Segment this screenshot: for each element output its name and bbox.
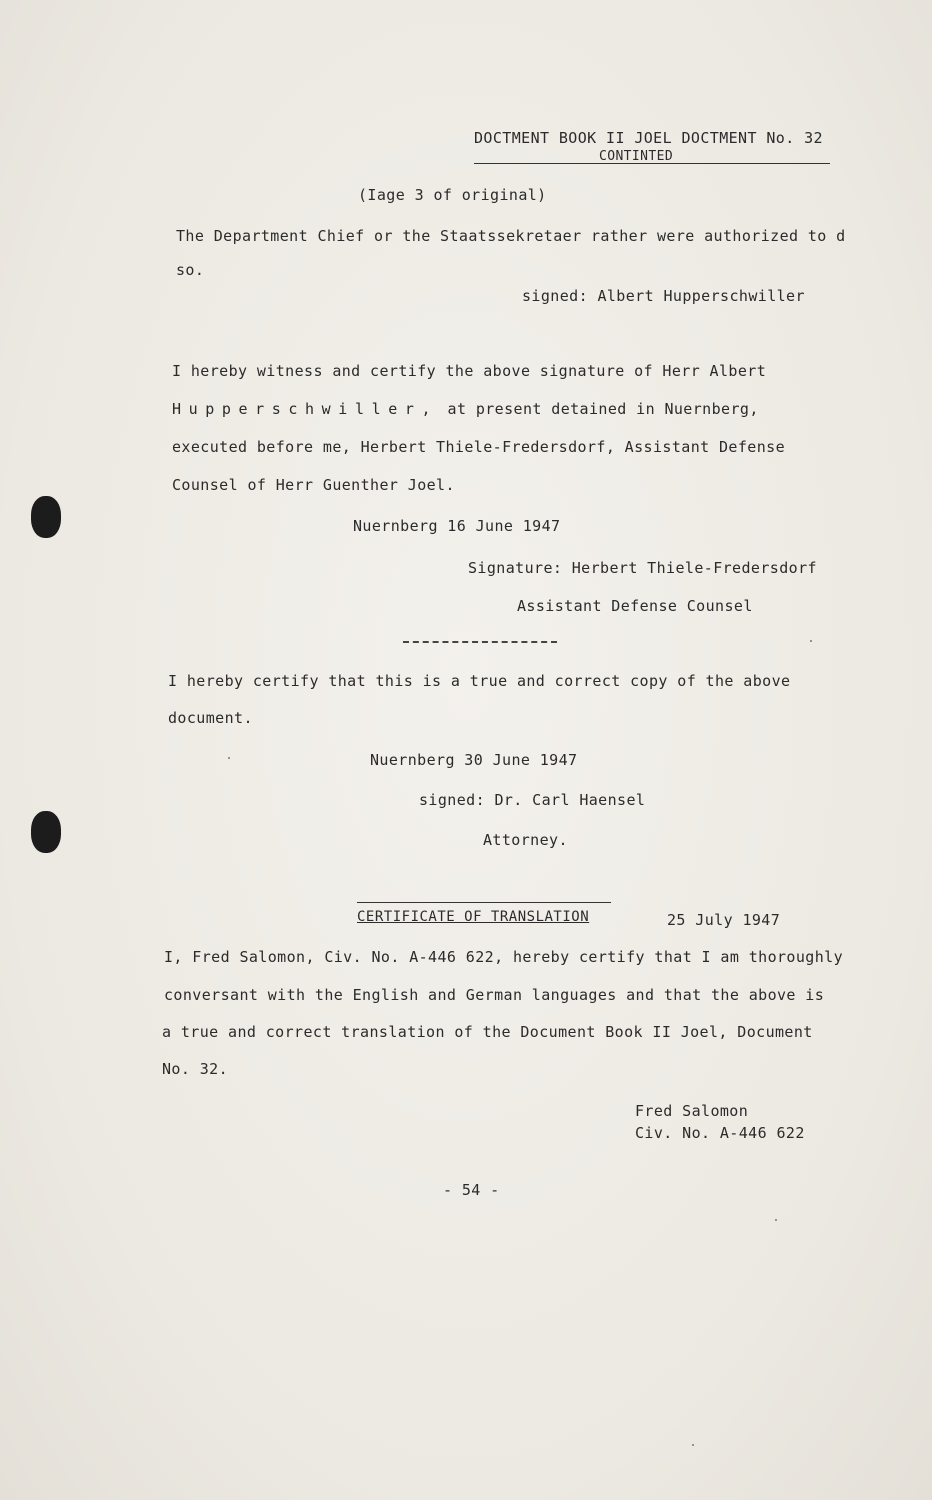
paper-speck [228, 757, 230, 759]
signed-haensel: signed: Dr. Carl Haensel [419, 791, 646, 809]
translator-civ-no: Civ. No. A-446 622 [635, 1124, 805, 1142]
place-date-2: Nuernberg 30 June 1947 [370, 751, 578, 769]
witness-line-1: I hereby witness and certify the above signature of Herr Albert [172, 362, 767, 380]
paper-speck [692, 1444, 694, 1446]
separator-dashes [403, 641, 557, 643]
translation-line-1: I, Fred Salomon, Civ. No. A-446 622, hereby certify that I am thoroughly [164, 948, 844, 966]
witness-line-2 [172, 400, 759, 418]
copy-cert-line-2: document. [168, 709, 253, 727]
header-title: DOCTMENT BOOK II JOEL DOCTMENT No. 32 [474, 129, 823, 147]
certificate-heading: CERTIFICATE OF TRANSLATION [357, 909, 590, 925]
signature-thiele-fredersdorf: Signature: Herbert Thiele-Fredersdorf [468, 559, 817, 577]
paragraph-1-line-2: so. [176, 261, 205, 279]
place-date-1: Nuernberg 16 June 1947 [353, 517, 561, 535]
translation-line-2: conversant with the English and German languages and that the above is [164, 986, 825, 1004]
copy-cert-line-1: I hereby certify that this is a true and correct copy of the above [168, 672, 791, 690]
witness-line-3: executed before me, Herbert Thiele-Fredersdorf, Assistant Defense [172, 438, 785, 456]
binder-hole-top [31, 496, 61, 538]
certificate-date: 25 July 1947 [667, 911, 781, 929]
translator-name: Fred Salomon [635, 1102, 749, 1120]
translation-line-3: a true and correct translation of the Document Book II Joel, Document [162, 1023, 813, 1041]
translation-line-4: No. 32. [162, 1060, 229, 1078]
witness-line-2-rest: at present detained in Nuernberg, [447, 400, 759, 418]
role-attorney: Attorney. [483, 831, 568, 849]
witness-name-spaced: Hupperschwiller, [172, 400, 439, 418]
certificate-overline [357, 902, 611, 903]
signed-hupperschwiller: signed: Albert Hupperschwiller [522, 287, 805, 305]
witness-line-4: Counsel of Herr Guenther Joel. [172, 476, 455, 494]
paper-speck [775, 1219, 777, 1221]
paragraph-1-line-1: The Department Chief or the Staatssekretaer rather were authorized to d [176, 227, 846, 245]
role-assistant-defense-counsel: Assistant Defense Counsel [517, 597, 753, 615]
page-reference: (Iage 3 of original) [358, 186, 547, 204]
header-rule [474, 163, 830, 164]
paper-speck [810, 640, 812, 642]
page-number: - 54 - [443, 1181, 500, 1199]
header-subtitle: CONTINTED [599, 149, 674, 164]
binder-hole-bottom [31, 811, 61, 853]
